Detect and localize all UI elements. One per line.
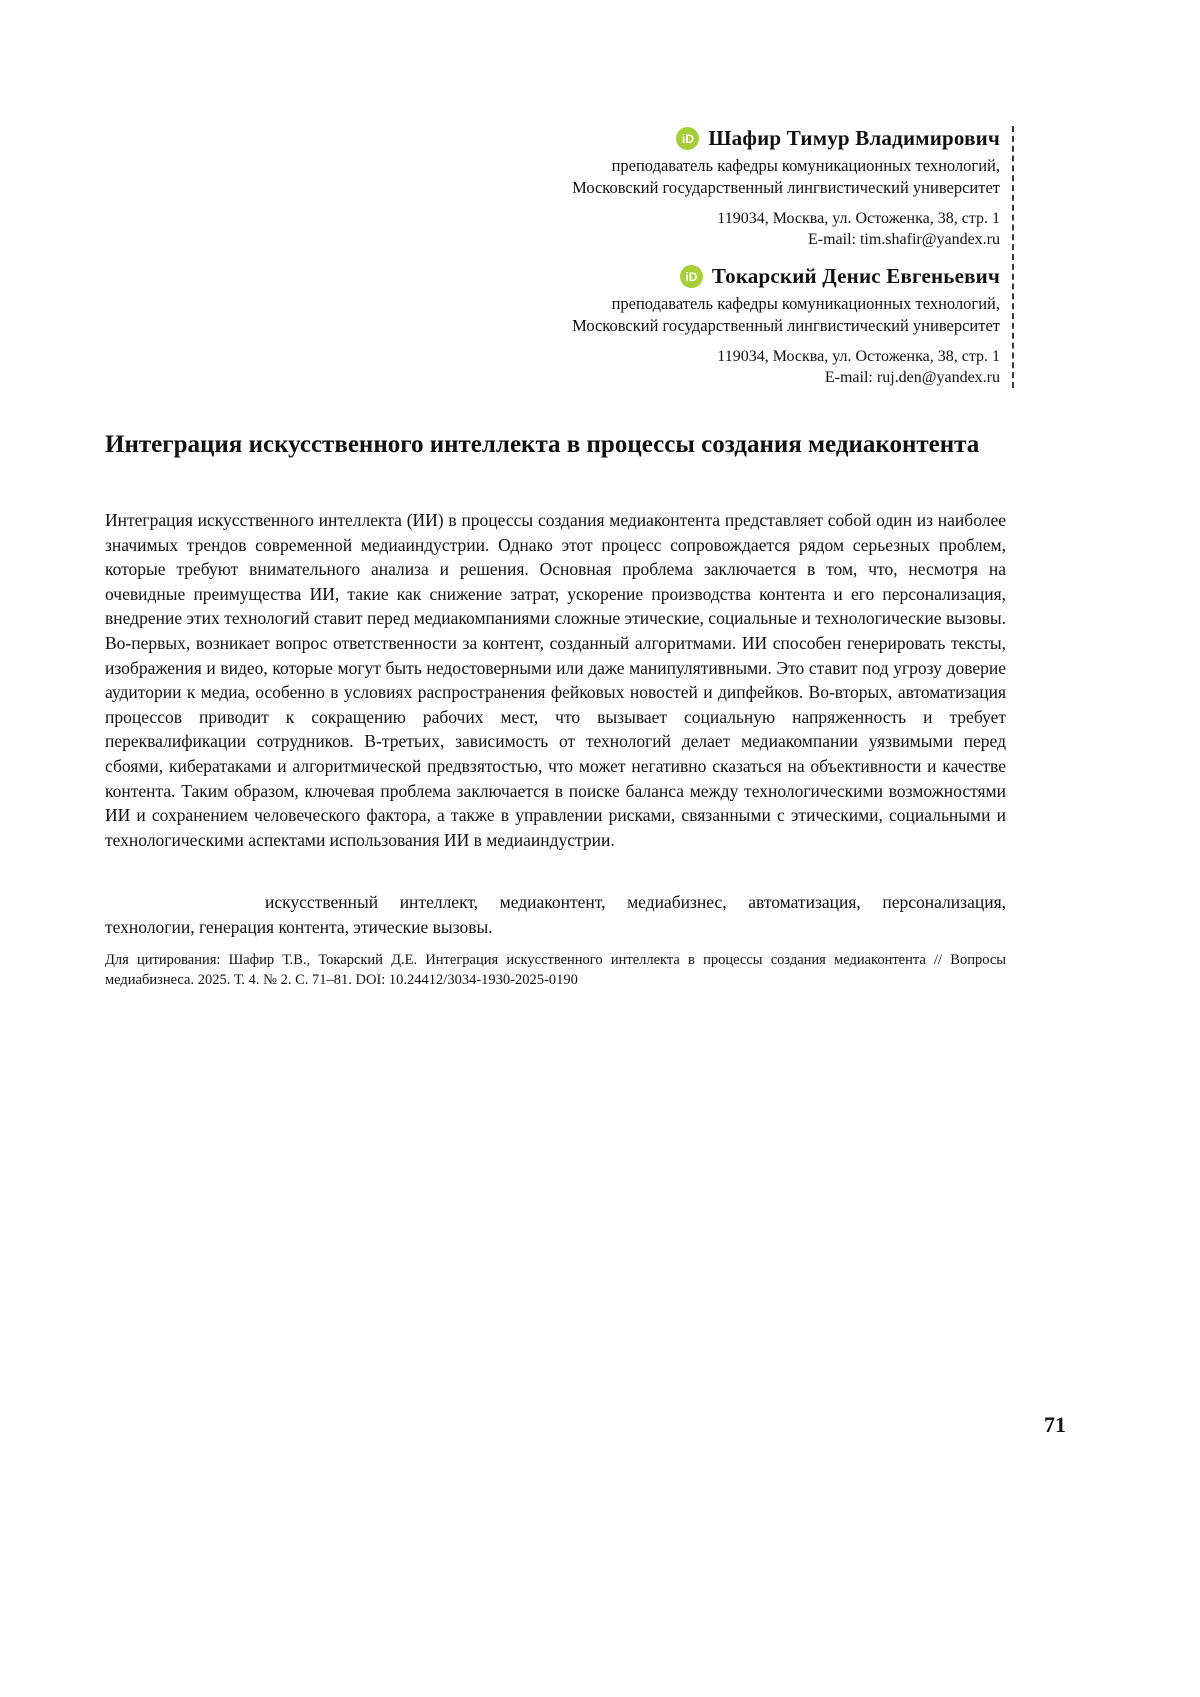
article-abstract: Интеграция искусственного интеллекта (ИИ) в процессы создания медиаконтента представляет собой один из наиболее значимых трендов современной медиаиндустрии. Однако этот процесс сопровождается рядом серьезных проблем, которые требуют внимательного анализа и решения. Основная проблема заключается в том, что, несмотря на очевидные преимущества ИИ, такие как снижение затрат, ускорение производства контента и его персонализация, внедрение этих технологий ставит перед медиакомпаниями сложные этические, социальные и технологические вызовы. Во-первых, возникает вопрос ответственности за контент, созданный алгоритмами. ИИ способен генерировать тексты, изображения и видео, которые могут быть недостоверными или даже манипулятивными. Это ставит под угрозу доверие аудитории к медиа, особенно в условиях распространения фейковых новостей и дипфейков. Во-вторых, автоматизация процессов приводит к сокращению рабочих мест, что вызывает социальную напряженность и требует переквалификации сотрудников. В-третьих, зависимость от технологий делает медиакомпании уязвимыми перед сбоями, кибератаками и алгоритмической предвзятостью, что может негативно сказаться на объективности и качестве контента. Таким образом, ключевая проблема заключается в поиске баланса между технологическими возможностями ИИ и сохранением человеческого фактора, а также в управлении рисками, связанными с этическими, социальными и технологическими аспектами использования ИИ в медиаиндустрии. xyxy=(105,510,1006,850)
author-email: E-mail: tim.shafir@yandex.ru xyxy=(807,231,1000,248)
author-name-row xyxy=(440,126,1000,151)
author-name: Токарский Денис Евгеньевич xyxy=(711,264,1000,288)
author-block xyxy=(440,126,1014,388)
orcid-icon[interactable]: iD xyxy=(676,127,699,150)
author-affiliation-line: Московский государственный лингвистический университет xyxy=(572,316,1000,335)
author-entry-2 xyxy=(440,264,1000,388)
author-name: Шафир Тимур Владимирович xyxy=(708,126,1000,150)
author-contact-group xyxy=(440,346,1000,388)
author-address: 119034, Москва, ул. Остоженка, 38, стр. 1 xyxy=(717,210,1000,227)
orcid-icon[interactable]: iD xyxy=(680,265,703,288)
article-keywords: искусственный интеллект, медиаконтент, медиабизнес, автоматизация, персонализация, технологии, генерация контента, этические вызовы. xyxy=(105,892,1006,937)
author-affiliation-line: преподаватель кафедры комуникационных технологий, xyxy=(611,156,1000,175)
author-affiliation-line: Московский государственный лингвистический университет xyxy=(572,178,1000,197)
author-address: 119034, Москва, ул. Остоженка, 38, стр. 1 xyxy=(717,348,1000,365)
author-contact-group xyxy=(440,208,1000,250)
article-title: Интеграция искусственного интеллекта в процессы создания медиаконтента xyxy=(105,431,980,458)
author-name-row xyxy=(440,264,1000,289)
citation-note: Для цитирования: Шафир Т.В., Токарский Д.Е. Интеграция искусственного интеллекта в процессы создания медиаконтента // Вопросы медиабизнеса. 2025. Т. 4. № 2. С. 71–81. DOI: 10.24412/3034-1930-2025-0190 xyxy=(105,952,1006,988)
author-entry-1 xyxy=(440,126,1000,250)
page-number: 71 xyxy=(1044,1412,1066,1437)
author-email: E-mail: ruj.den@yandex.ru xyxy=(824,369,1000,386)
author-affiliation-line: преподаватель кафедры комуникационных технологий, xyxy=(611,294,1000,313)
